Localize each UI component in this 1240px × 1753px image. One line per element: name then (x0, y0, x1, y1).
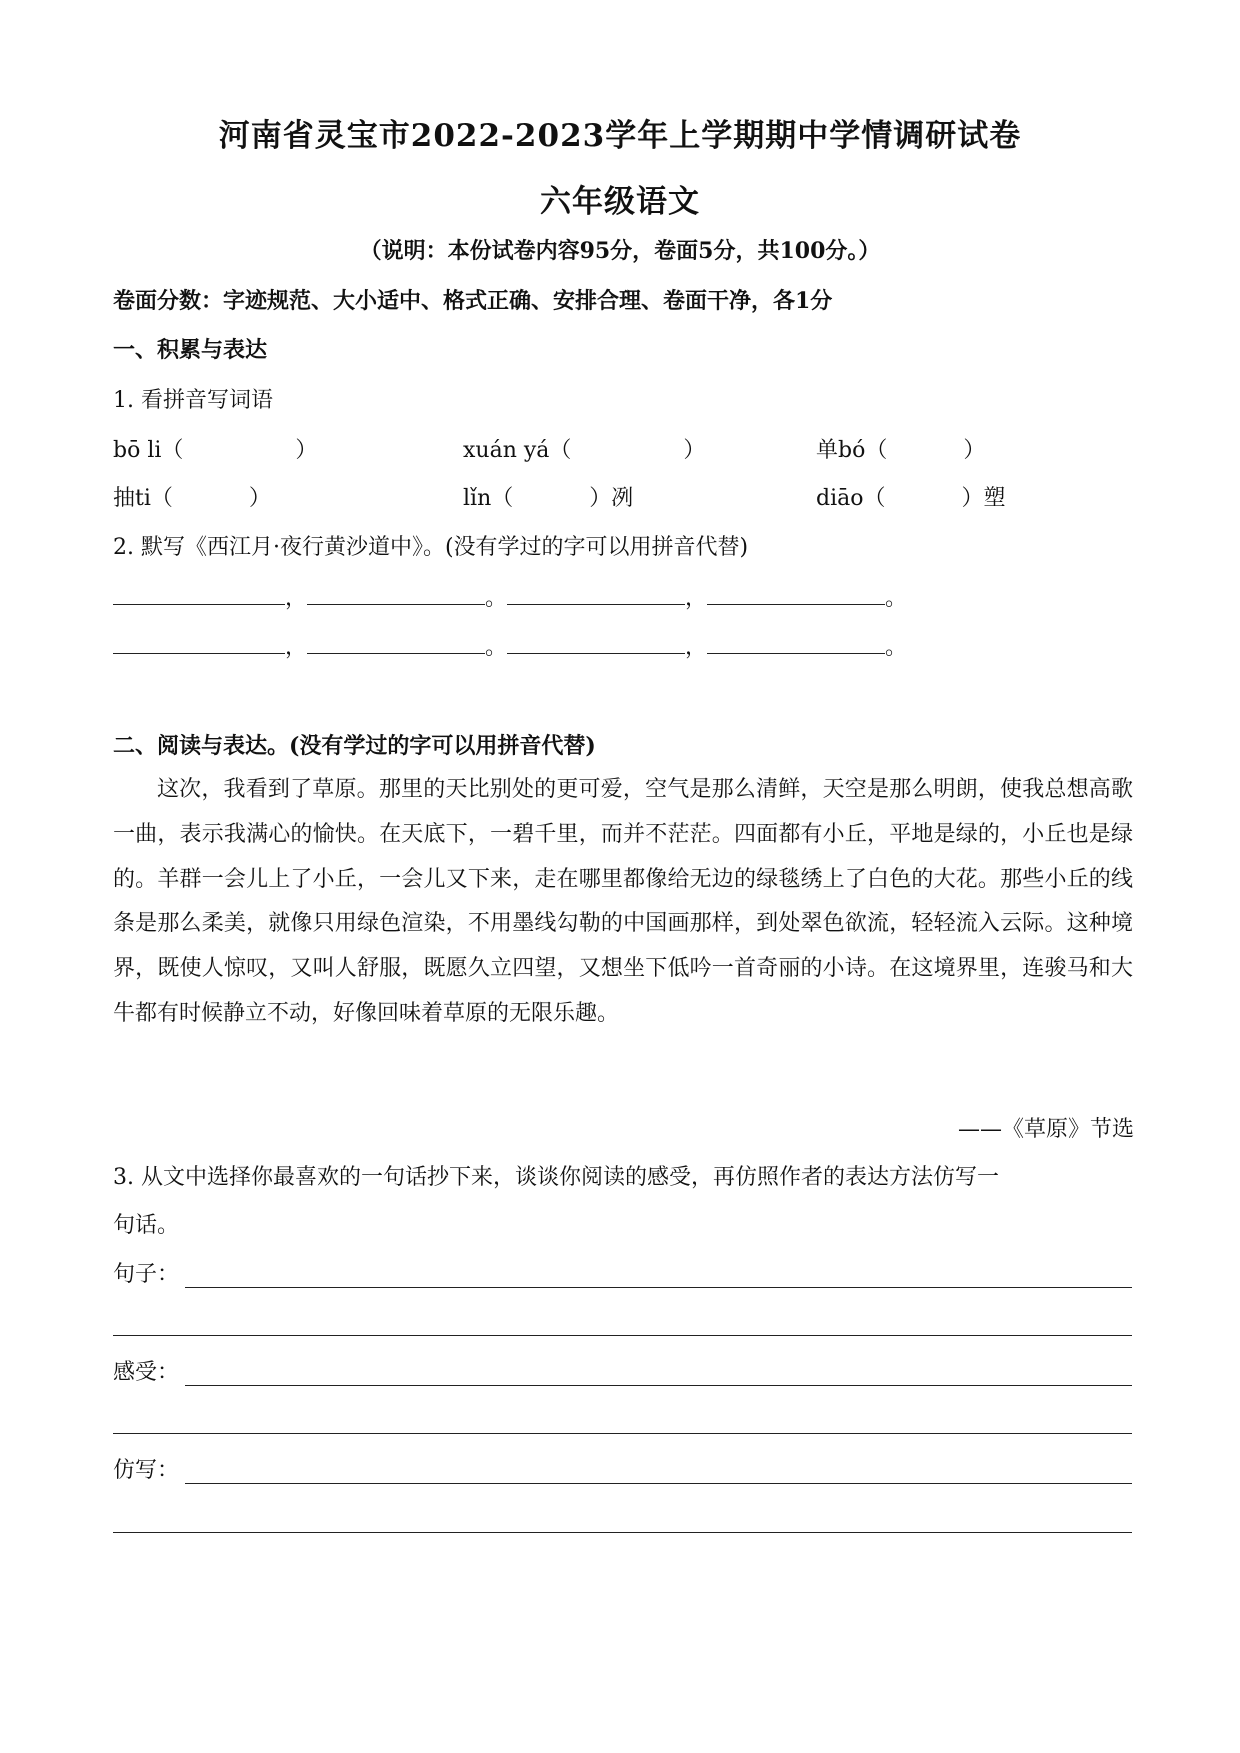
poem-blank[interactable] (707, 633, 885, 654)
feeling-answer-line[interactable] (185, 1385, 1132, 1386)
passage-source: ——《草原》节选 (957, 1117, 1134, 1142)
feeling-label: 感受： (113, 1360, 180, 1385)
imitate-answer-line[interactable] (185, 1483, 1132, 1484)
poem-blank[interactable] (307, 633, 485, 654)
sentence-answer-line-2[interactable] (113, 1335, 1132, 1336)
pinyin-item-6: diāo（ ）塑 (816, 486, 1006, 511)
exam-note: （说明：本份试卷内容95分，卷面5分，共100分。） (359, 238, 881, 264)
sentence-answer-line[interactable] (185, 1287, 1132, 1288)
q3-prompt-line1: 3. 从文中选择你最喜欢的一句话抄下来，谈谈你阅读的感受，再仿照作者的表达方法仿写一 (113, 1165, 999, 1190)
pinyin-item-5: lǐn（ ）冽 (463, 486, 634, 511)
poem-blank[interactable] (507, 584, 685, 605)
pinyin-item-3: 单bó（ ） (816, 438, 986, 463)
section2-heading: 二、阅读与表达。(没有学过的字可以用拼音代替) (113, 733, 596, 759)
poem-blank[interactable] (307, 584, 485, 605)
imitate-answer-line-2[interactable] (113, 1532, 1132, 1533)
q2-prompt: 2. 默写《西江月·夜行黄沙道中》。(没有学过的字可以用拼音代替) (113, 535, 749, 560)
imitate-label: 仿写： (113, 1458, 180, 1483)
poem-blank[interactable] (507, 633, 685, 654)
feeling-answer-line-2[interactable] (113, 1433, 1132, 1434)
pinyin-item-1: bō li（ ） (113, 438, 318, 463)
section1-heading: 一、积累与表达 (113, 337, 268, 363)
poem-blank[interactable] (113, 584, 285, 605)
poem-row-1: ， 。 ， 。 (113, 581, 907, 612)
score-line: 卷面分数：字迹规范、大小适中、格式正确、安排合理、卷面干净，各1分 (113, 288, 833, 314)
exam-title: 河南省灵宝市2022-2023学年上学期期中学情调研试卷 (218, 118, 1022, 154)
poem-blank[interactable] (113, 633, 285, 654)
q3-prompt-line2: 句话。 (113, 1213, 180, 1238)
q1-prompt: 1. 看拼音写词语 (113, 388, 273, 413)
reading-passage (113, 768, 1133, 1037)
sentence-label: 句子： (113, 1262, 180, 1287)
poem-row-2: ， 。 ， 。 (113, 630, 907, 661)
exam-subtitle: 六年级语文 (540, 184, 700, 220)
passage-text: 这次，我看到了草原。那里的天比别处的更可爱，空气是那么清鲜，天空是那么明朗，使我总想高歌一曲，表示我满心的愉快。在天底下，一碧千里，而并不茫茫。四面都有小丘，平地是绿的，小丘也是绿的。羊群一会儿上了小丘，一会儿又下来，走在哪里都像给无边的绿毯绣上了白色的大花。那些小丘的线条是那么柔美，就像只用绿色渲染，不用墨线勾勒的中国画那样，到处翠色欲流，轻轻流入云际。这种境界，既使人惊叹，又叫人舒服，既愿久立四望，又想坐下低吟一首奇丽的小诗。在这境界里，连骏马和大牛都有时候静立不动，好像回味着草原的无限乐趣。 (113, 777, 1133, 1026)
pinyin-item-4: 抽ti（ ） (113, 486, 271, 511)
poem-blank[interactable] (707, 584, 885, 605)
pinyin-item-2: xuán yá（ ） (463, 438, 706, 463)
